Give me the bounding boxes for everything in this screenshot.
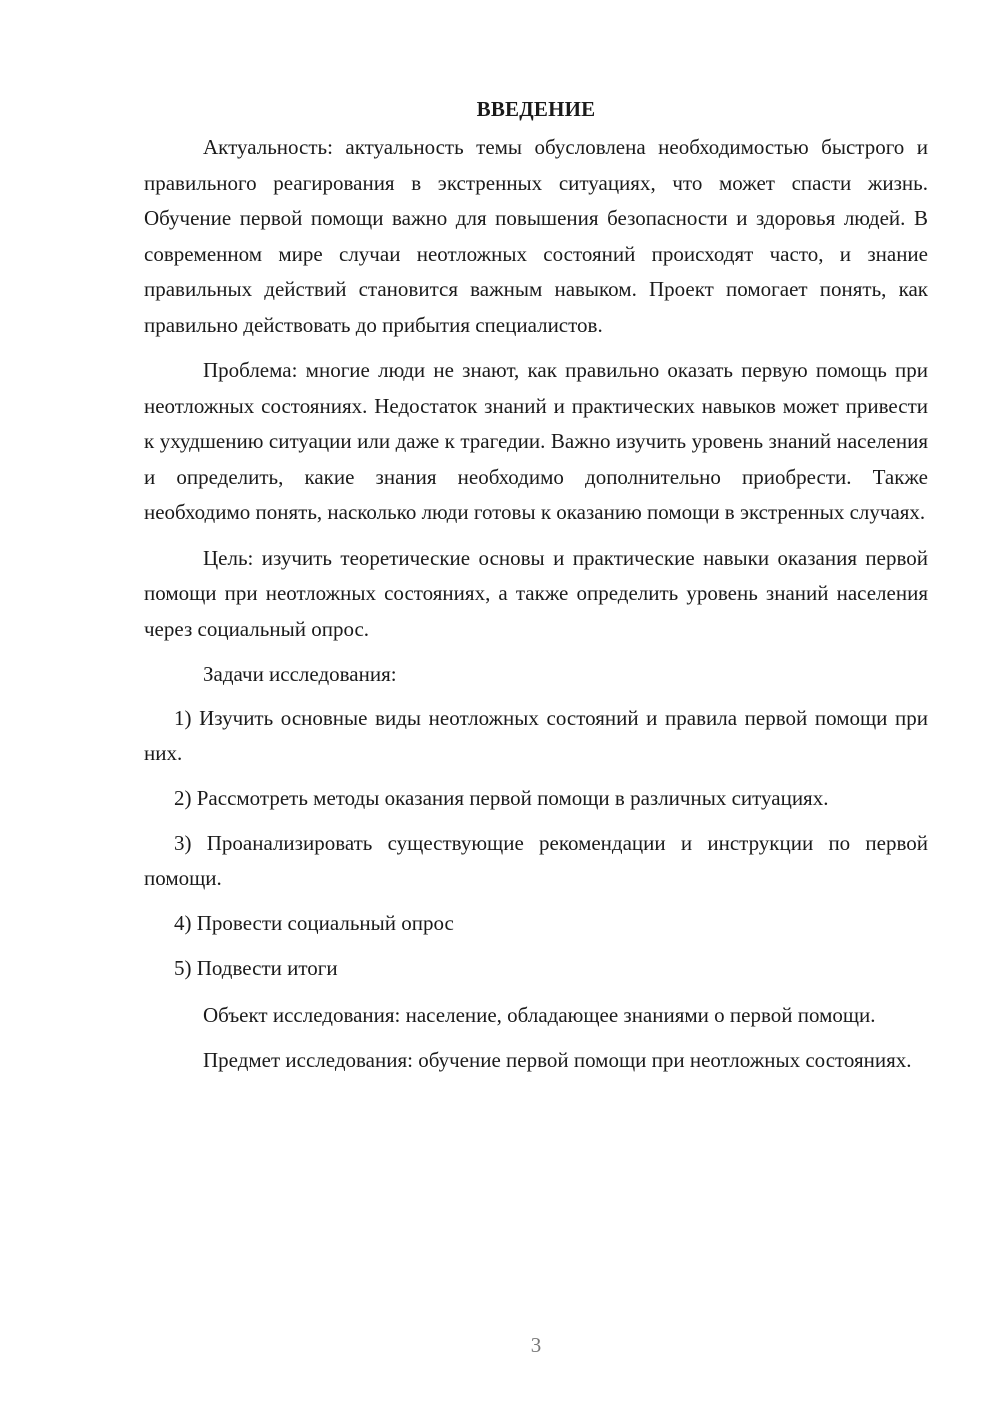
paragraph-relevance: Актуальность: актуальность темы обусловлена необходимостью быстрого и правильного реагирования в экстренных ситуациях, что может спасти жизнь. Обучение первой помощи важно для повышения безопасности и здоровья людей. В современном мире случаи неотложных состояний происходят часто, и знание правильных действий становится важным навыком. Проект помогает понять, как правильно действовать до прибытия специалистов. [144,135,928,337]
task-item-3: 3) Проанализировать существующие рекомендации и инструкции по первой помощи. [144,830,928,890]
tasks-heading: Задачи исследования: [203,662,397,686]
task-item-1: 1) Изучить основные виды неотложных состояний и правила первой помощи при них. [144,705,928,765]
paragraph-subject: Предмет исследования: обучение первой помощи при неотложных состояниях. [203,1048,912,1072]
paragraph-goal: Цель: изучить теоретические основы и практические навыки оказания первой помощи при неотложных состояниях, а также определить уровень знаний населения через социальный опрос. [144,545,928,641]
paragraph-object: Объект исследования: население, обладающее знаниями о первой помощи. [203,1002,876,1027]
task-item-5: 5) Подвести итоги [174,955,338,980]
page-body [144,92,928,1089]
paragraph-problem: Проблема: многие люди не знают, как правильно оказать первую помощь при неотложных состояниях. Недостаток знаний и практических навыков может привести к ухудшению ситуации или даже к трагедии. Важно изучить уровень знаний населения и определить, какие знания необходимо дополнительно приобрести. Также необходимо понять, насколько люди готовы к оказанию помощи в экстренных случаях. [144,358,928,524]
page-number: 3 [530,1333,542,1357]
task-item-2: 2) Рассмотреть методы оказания первой помощи в различных ситуациях. [174,785,829,810]
task-item-4: 4) Провести социальный опрос [174,910,454,935]
section-title: ВВЕДЕНИЕ [476,97,596,121]
